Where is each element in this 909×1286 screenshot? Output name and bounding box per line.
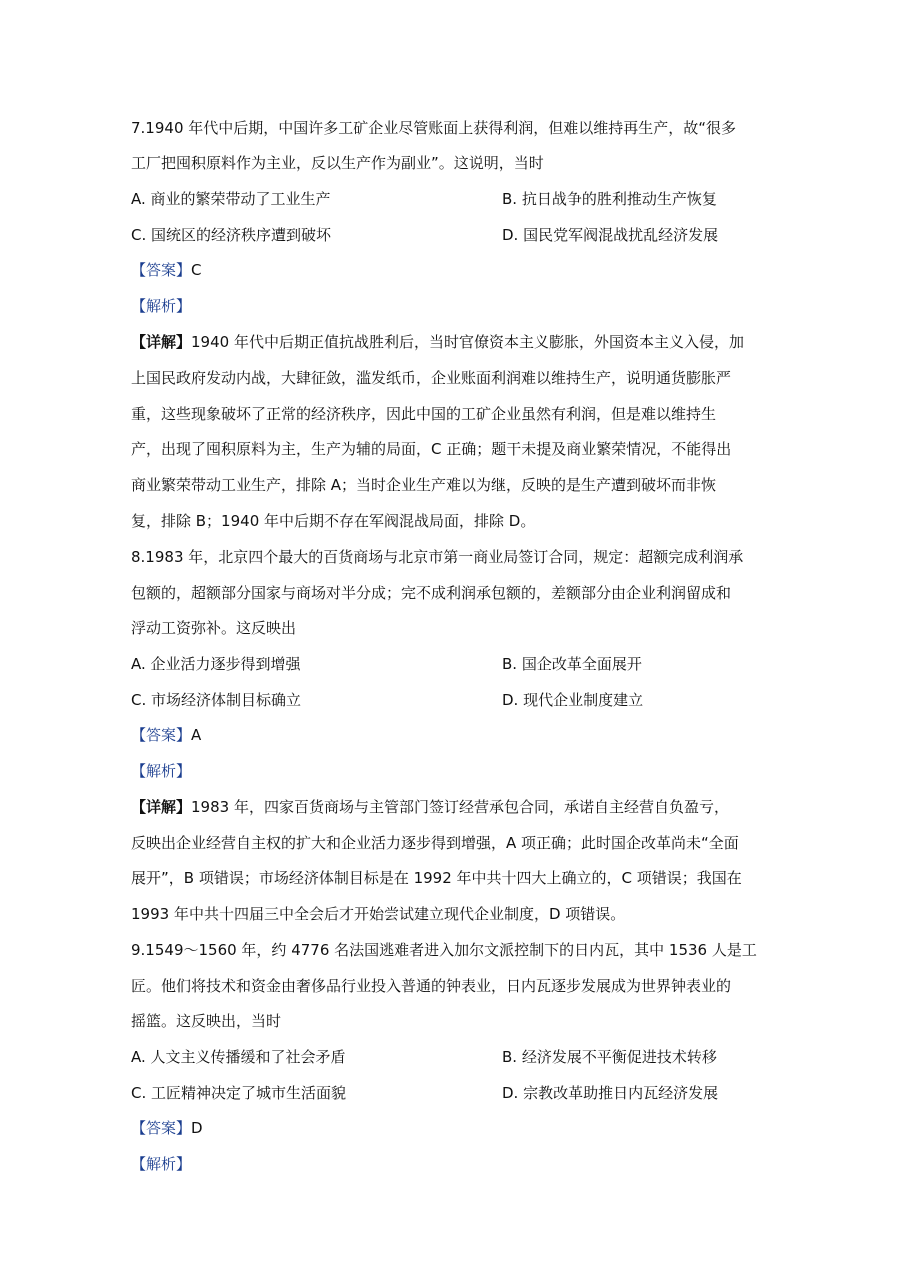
q7-option-b: B. 抗日战争的胜利推动生产恢复 bbox=[502, 190, 717, 208]
q8-detail-line-4: 1993 年中共十四届三中全会后才开始尝试建立现代企业制度，D 项错误。 bbox=[131, 905, 626, 923]
q9-analysis-label: 【解析】 bbox=[131, 1155, 192, 1173]
q8-stem-line-2: 包额的，超额部分国家与商场对半分成；完不成利润承包额的，差额部分由企业利润留成和 bbox=[131, 584, 732, 602]
q8-answer-value: A bbox=[191, 726, 202, 744]
q9-option-a: A. 人文主义传播缓和了社会矛盾 bbox=[131, 1048, 346, 1066]
q7-detail-line-4: 产，出现了囤积原料为主，生产为辅的局面，C 正确；题干未提及商业繁荣情况，不能得出 bbox=[131, 440, 732, 458]
q9-stem-line-3: 摇篮。这反映出，当时 bbox=[131, 1012, 282, 1030]
q7-option-c: C. 国统区的经济秩序遭到破坏 bbox=[131, 226, 332, 244]
q8-analysis-label: 【解析】 bbox=[131, 762, 192, 780]
q7-detail-line-5: 商业繁荣带动工业生产，排除 A；当时企业生产难以为继，反映的是生产遭到破坏而非恢 bbox=[131, 476, 717, 494]
q9-option-d: D. 宗教改革助推日内瓦经济发展 bbox=[502, 1084, 719, 1102]
q9-option-b: B. 经济发展不平衡促进技术转移 bbox=[502, 1048, 717, 1066]
q8-option-a: A. 企业活力逐步得到增强 bbox=[131, 655, 301, 673]
q8-stem-line-1: 8.1983 年，北京四个最大的百货商场与北京市第一商业局签订合同，规定：超额完成利润承 bbox=[131, 548, 744, 566]
q7-answer bbox=[131, 252, 202, 288]
q8-option-b: B. 国企改革全面展开 bbox=[502, 655, 642, 673]
q9-stem-line-2: 匠。他们将技术和资金由奢侈品行业投入普通的钟表业，日内瓦逐步发展成为世界钟表业的 bbox=[131, 977, 732, 995]
q7-answer-label: 【答案】 bbox=[131, 261, 192, 279]
q7-stem-line-2: 工厂把囤积原料作为主业，反以生产作为副业”。这说明，当时 bbox=[131, 154, 544, 172]
q9-option-c: C. 工匠精神决定了城市生活面貌 bbox=[131, 1084, 347, 1102]
q8-detail-label: 【详解】 bbox=[131, 798, 192, 816]
q8-answer-label: 【答案】 bbox=[131, 726, 192, 744]
q7-answer-value: C bbox=[191, 261, 202, 279]
q8-detail-text-1: 1983 年，四家百货商场与主管部门签订经营承包合同，承诺自主经营自负盈亏， bbox=[191, 798, 729, 816]
q7-detail-line-6: 复，排除 B；1940 年中后期不存在军阀混战局面，排除 D。 bbox=[131, 512, 536, 530]
q8-detail-line-1 bbox=[131, 789, 781, 825]
q9-stem-line-1: 9.1549～1560 年，约 4776 名法国逃难者进入加尔文派控制下的日内瓦，其中 1536 人是工 bbox=[131, 941, 757, 959]
q7-analysis-label: 【解析】 bbox=[131, 297, 192, 315]
q7-detail-line-1 bbox=[131, 324, 781, 360]
q7-stem-line-1: 7.1940 年代中后期，中国许多工矿企业尽管账面上获得利润，但难以维持再生产，故“很多 bbox=[131, 119, 737, 137]
q9-answer-label: 【答案】 bbox=[131, 1119, 192, 1137]
q8-option-c: C. 市场经济体制目标确立 bbox=[131, 691, 302, 709]
q8-detail-line-2: 反映出企业经营自主权的扩大和企业活力逐步得到增强，A 项正确；此时国企改革尚未“全面 bbox=[131, 834, 739, 852]
q7-option-d: D. 国民党军阀混战扰乱经济发展 bbox=[502, 226, 719, 244]
q8-detail-line-3: 展开”，B 项错误；市场经济体制目标是在 1992 年中共十四大上确立的，C 项错误；我国在 bbox=[131, 869, 742, 887]
q7-option-a: A. 商业的繁荣带动了工业生产 bbox=[131, 190, 331, 208]
q9-answer-value: D bbox=[191, 1119, 203, 1137]
q7-detail-label: 【详解】 bbox=[131, 333, 192, 351]
q7-detail-text-1: 1940 年代中后期正值抗战胜利后，当时官僚资本主义膨胀，外国资本主义入侵，加 bbox=[191, 333, 744, 351]
q8-stem-line-3: 浮动工资弥补。这反映出 bbox=[131, 619, 297, 637]
q7-detail-line-2: 上国民政府发动内战，大肆征敛，滥发纸币，企业账面利润难以维持生产，说明通货膨胀严 bbox=[131, 369, 732, 387]
q7-detail-line-3: 重，这些现象破坏了正常的经济秩序，因此中国的工矿企业虽然有利润，但是难以维持生 bbox=[131, 405, 717, 423]
q9-answer bbox=[131, 1110, 203, 1146]
q8-option-d: D. 现代企业制度建立 bbox=[502, 691, 644, 709]
q8-answer bbox=[131, 717, 201, 753]
